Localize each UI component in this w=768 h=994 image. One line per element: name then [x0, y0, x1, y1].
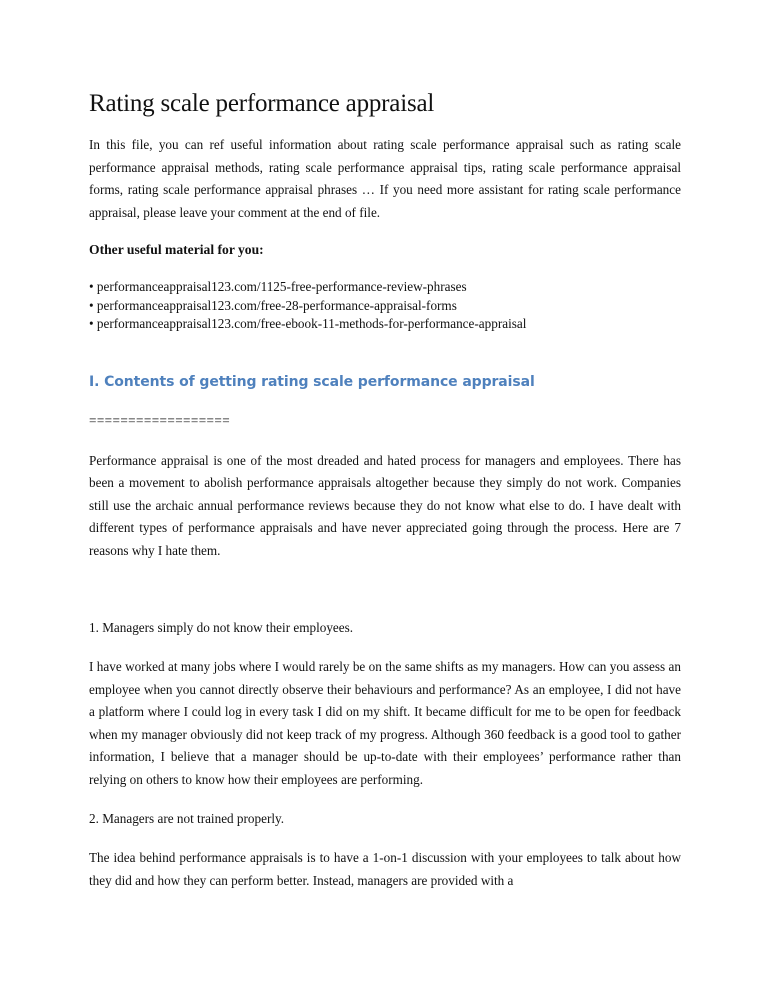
reason-2-title: 2. Managers are not trained properly.	[89, 811, 285, 826]
intro-paragraph: In this file, you can ref useful information about rating scale performance appraisal such as rating scale performance appraisal methods, rating scale performance appraisal tips, rating scale performance appraisal forms, rating scale performance appraisal phrases … If you need more assistant for rating scale performance appraisal, please leave your comment at the end of file.	[89, 137, 681, 220]
reason-1-title: 1. Managers simply do not know their employees.	[89, 620, 354, 635]
material-link[interactable]: • performanceappraisal123.com/1125-free-performance-review-phrases	[89, 279, 467, 294]
document-title: Rating scale performance appraisal	[89, 90, 435, 117]
contents-paragraph: Performance appraisal is one of the most dreaded and hated process for managers and employees. There has been a movement to abolish performance appraisals altogether because they simply do not work. Companies still use the archaic annual performance reviews because they do not know what else to do. I have dealt with different types of performance appraisals and have never appreciated going through the process. Here are 7 reasons why I hate them.	[89, 452, 681, 558]
section-heading: I. Contents of getting rating scale performance appraisal	[89, 373, 535, 390]
separator-line: ==================	[89, 412, 231, 428]
material-links-list	[89, 278, 681, 334]
reason-1-paragraph: I have worked at many jobs where I would rarely be on the same shifts as my managers. How can you assess an employee when you cannot directly observe their behaviours and performance? As an employee, I did not have a platform where I could log in every task I did on my shift. It became difficult for me to be open for feedback when my manager obviously did not keep track of my progress. Although 360 feedback is a good tool to gather information, I believe that a manager should be up-to-date with their employees’ performance rather than relying on others to know how their employees are performing.	[89, 659, 681, 787]
document-body	[89, 88, 681, 892]
material-link[interactable]: • performanceappraisal123.com/free-28-performance-appraisal-forms	[89, 297, 457, 313]
reason-2-paragraph: The idea behind performance appraisals is to have a 1-on-1 discussion with your employees to talk about how they did and how they can perform better. Instead, managers are provided with a	[89, 850, 681, 888]
other-material-heading: Other useful material for you:	[89, 242, 264, 257]
material-link[interactable]: • performanceappraisal123.com/free-ebook-11-methods-for-performance-appraisal	[89, 316, 527, 331]
